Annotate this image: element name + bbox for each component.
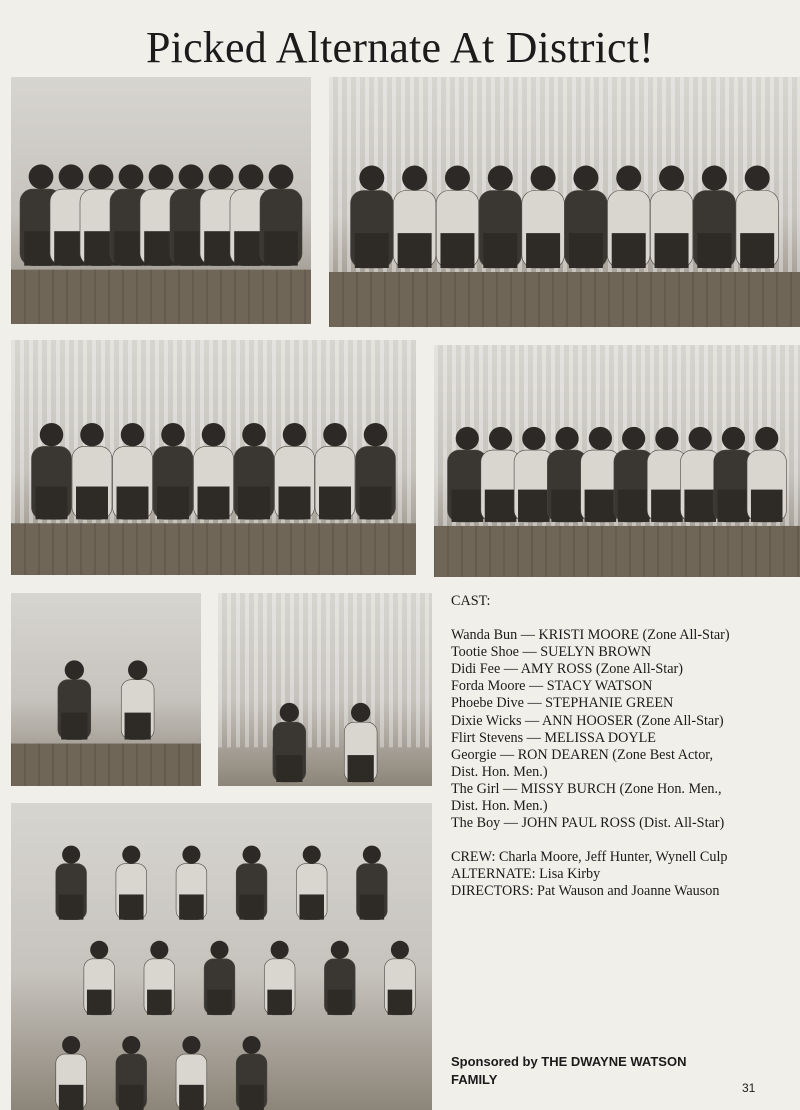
person-silhouette xyxy=(58,660,91,739)
person-silhouette xyxy=(357,846,388,920)
photo-scene xyxy=(11,593,201,786)
cast-line: Didi Fee — AMY ROSS (Zone All-Star) xyxy=(451,661,683,678)
person-silhouette xyxy=(72,423,112,519)
directors-line: DIRECTORS: Pat Wauson and Joanne Wauson xyxy=(451,883,720,900)
person-silhouette xyxy=(264,941,295,1015)
group-photo xyxy=(11,803,432,1110)
stage-photo-2 xyxy=(329,77,800,327)
person-silhouette xyxy=(56,1036,87,1110)
cast-line: Georgie — RON DEAREN (Zone Best Actor, xyxy=(451,746,713,763)
person-silhouette xyxy=(176,846,207,920)
person-silhouette xyxy=(436,166,479,269)
person-silhouette xyxy=(116,846,147,920)
crew-lines xyxy=(451,849,796,900)
person-silhouette xyxy=(84,941,115,1015)
cast-line: Flirt Stevens — MELISSA DOYLE xyxy=(451,729,656,746)
person-silhouette xyxy=(315,423,355,519)
stage-photo-5 xyxy=(11,593,201,786)
cast-line: Phoebe Dive — STEPHANIE GREEN xyxy=(451,695,674,712)
person-silhouette xyxy=(116,1036,147,1110)
cast-line: Dist. Hon. Men.) xyxy=(451,763,548,780)
sponsor-credit xyxy=(451,1053,751,1089)
cast-line: Wanda Bun — KRISTI MOORE (Zone All-Star) xyxy=(451,627,730,644)
photo-scene xyxy=(11,340,416,575)
person-silhouette xyxy=(296,846,327,920)
crew-line: CREW: Charla Moore, Jeff Hunter, Wynell Culp xyxy=(451,849,728,866)
person-silhouette xyxy=(607,166,650,269)
person-silhouette xyxy=(324,941,355,1015)
photo-scene xyxy=(11,77,311,324)
person-silhouette xyxy=(260,164,302,265)
cast-heading: CAST: xyxy=(451,593,491,609)
cast-line: The Boy — JOHN PAUL ROSS (Dist. All-Star) xyxy=(451,815,725,832)
photo-scene xyxy=(218,593,432,786)
stage-photo-3 xyxy=(11,340,416,575)
alternate-line: ALTERNATE: Lisa Kirby xyxy=(451,866,601,883)
person-silhouette xyxy=(56,846,87,920)
person-silhouette xyxy=(121,660,154,739)
sponsor-line: FAMILY xyxy=(451,1072,498,1087)
cast-line: Tootie Shoe — SUELYN BROWN xyxy=(451,644,652,661)
cast-line: The Girl — MISSY BURCH (Zone Hon. Men., xyxy=(451,780,722,797)
person-silhouette xyxy=(176,1036,207,1110)
person-silhouette xyxy=(234,423,274,519)
stage-photo-4 xyxy=(434,345,800,577)
page-title: Picked Alternate At District! xyxy=(145,23,655,72)
person-silhouette xyxy=(144,941,175,1015)
cast-line: Dixie Wicks — ANN HOOSER (Zone All-Star) xyxy=(451,712,724,729)
person-silhouette xyxy=(153,423,193,519)
cast-line: Dist. Hon. Men.) xyxy=(451,798,548,815)
photo-scene xyxy=(434,345,800,577)
person-silhouette xyxy=(204,941,235,1015)
stage-photo-1 xyxy=(11,77,311,324)
cast-list xyxy=(451,593,796,901)
person-silhouette xyxy=(385,941,416,1015)
person-silhouette xyxy=(236,1036,267,1110)
cast-lines xyxy=(451,627,796,832)
sponsor-line: Sponsored by THE DWAYNE WATSON xyxy=(451,1054,687,1069)
photo-scene xyxy=(329,77,800,327)
photo-scene xyxy=(11,803,432,1110)
person-silhouette xyxy=(236,846,267,920)
cast-line: Forda Moore — STACY WATSON xyxy=(451,678,653,695)
page-number: 31 xyxy=(742,1081,756,1095)
stage-photo-6 xyxy=(218,593,432,786)
